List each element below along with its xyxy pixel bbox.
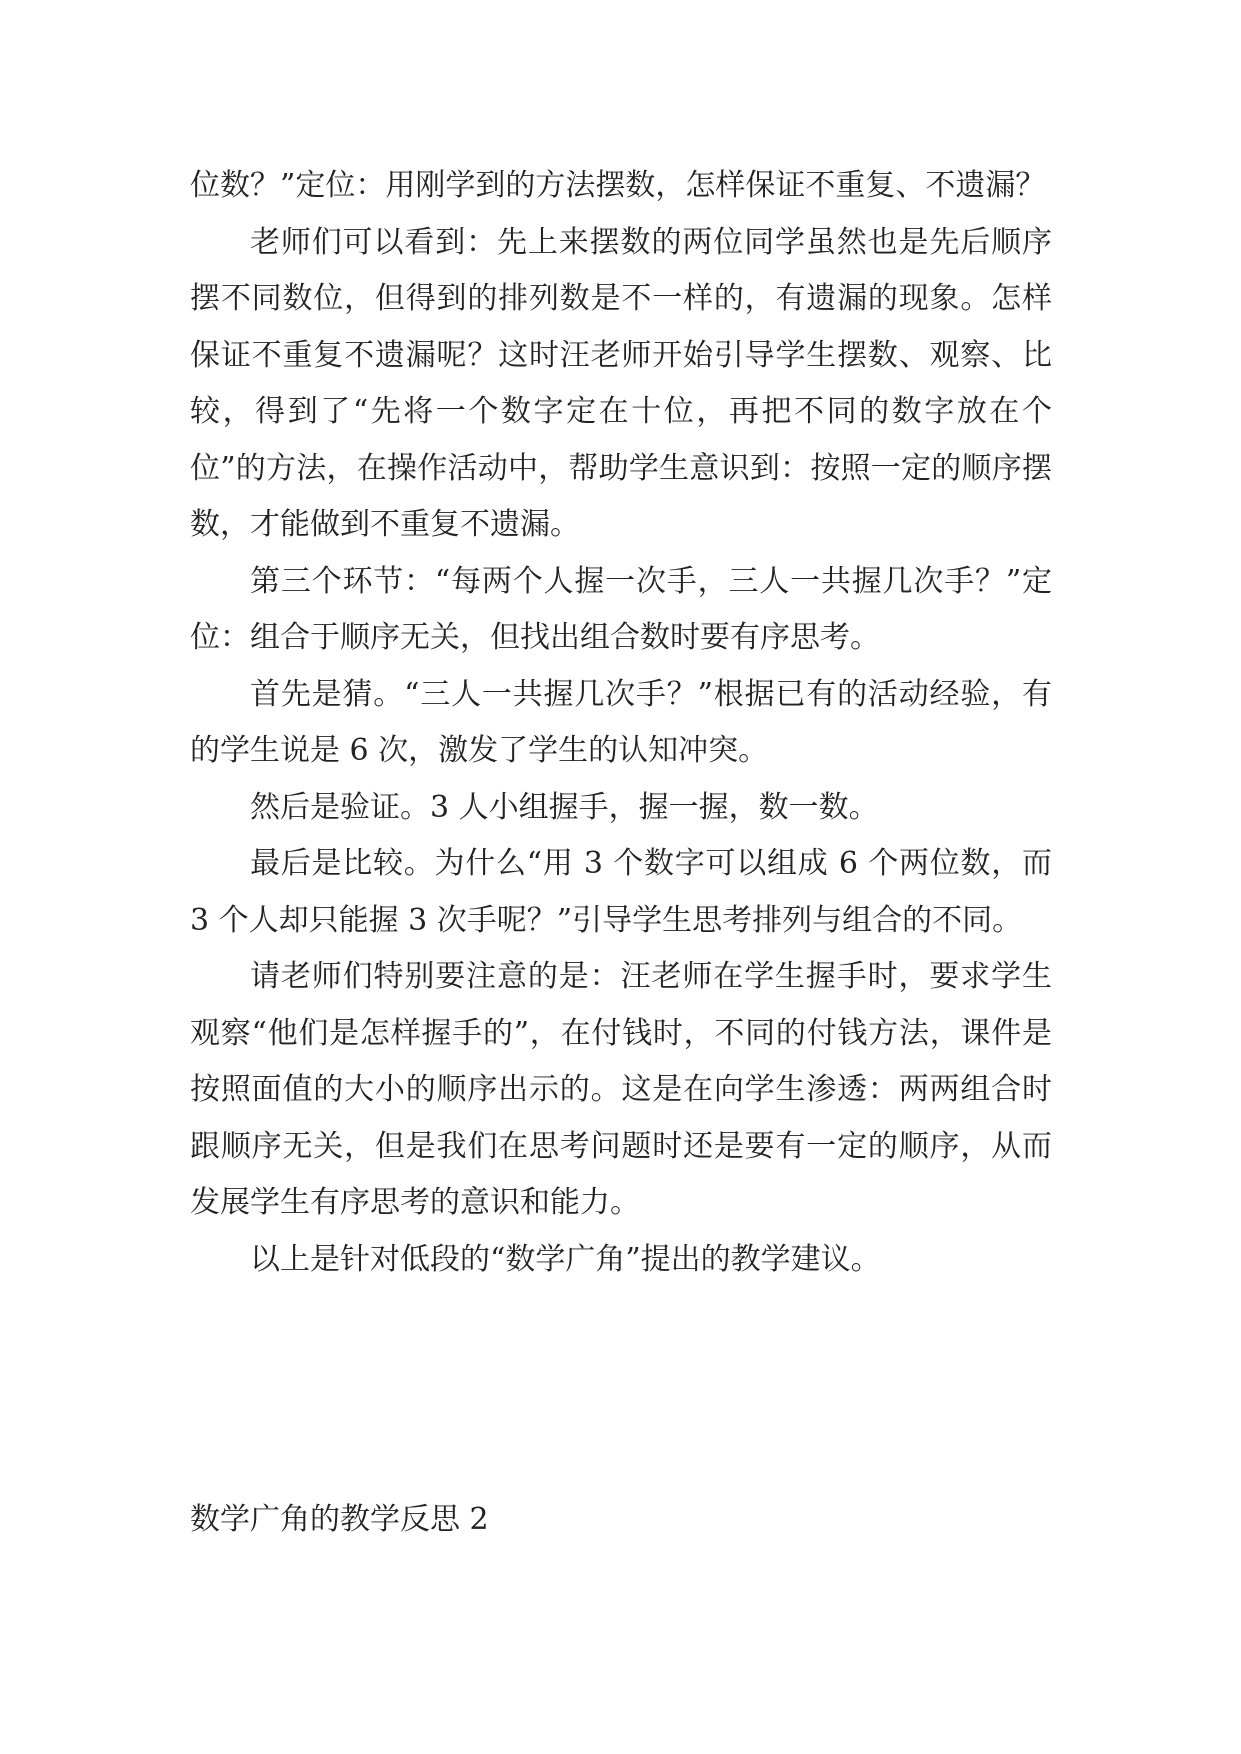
paragraph-observation: 老师们可以看到：先上来摆数的两位同学虽然也是先后顺序摆不同数位，但得到的排列数是不一样的，有遗漏的现象。怎样保证不重复不遗漏呢？这时汪老师开始引导学生摆数、观察、比较，得到了“先将一个数字定在十位，再把不同的数字放在个位”的方法，在操作活动中，帮助学生意识到：按照一定的顺序摆数，才能做到不重复不遗漏。 [190, 224, 1052, 542]
paragraph-note: 请老师们特别要注意的是：汪老师在学生握手时，要求学生观察“他们是怎样握手的”，在付钱时，不同的付钱方法，课件是按照面值的大小的顺序出示的。这是在向学生渗透：两两组合时跟顺序无关，但是我们在思考问题时还是要有一定的顺序，从而发展学生有序思考的意识和能力。 [190, 959, 1052, 1220]
paragraph-third-segment: 第三个环节：“每两个人握一次手，三人一共握几次手？”定位：组合于顺序无关，但找出组合数时要有序思考。 [190, 563, 1052, 655]
document-body [190, 158, 1052, 1288]
paragraph-summary: 以上是针对低段的“数学广角”提出的教学建议。 [250, 1241, 881, 1277]
paragraph-continuation: 位数？”定位：用刚学到的方法摆数，怎样保证不重复、不遗漏？ [190, 168, 1046, 203]
paragraph-compare: 最后是比较。为什么“用 3 个数字可以组成 6 个两位数，而 3 个人却只能握 3 次手呢？”引导学生思考排列与组合的不同。 [190, 846, 1052, 938]
section-title: 数学广角的教学反思 2 [190, 1502, 489, 1537]
paragraph-verify: 然后是验证。3 人小组握手，握一握，数一数。 [250, 789, 879, 825]
paragraph-guess: 首先是猜。“三人一共握几次手？”根据已有的活动经验，有的学生说是 6 次，激发了学生的认知冲突。 [190, 676, 1052, 768]
